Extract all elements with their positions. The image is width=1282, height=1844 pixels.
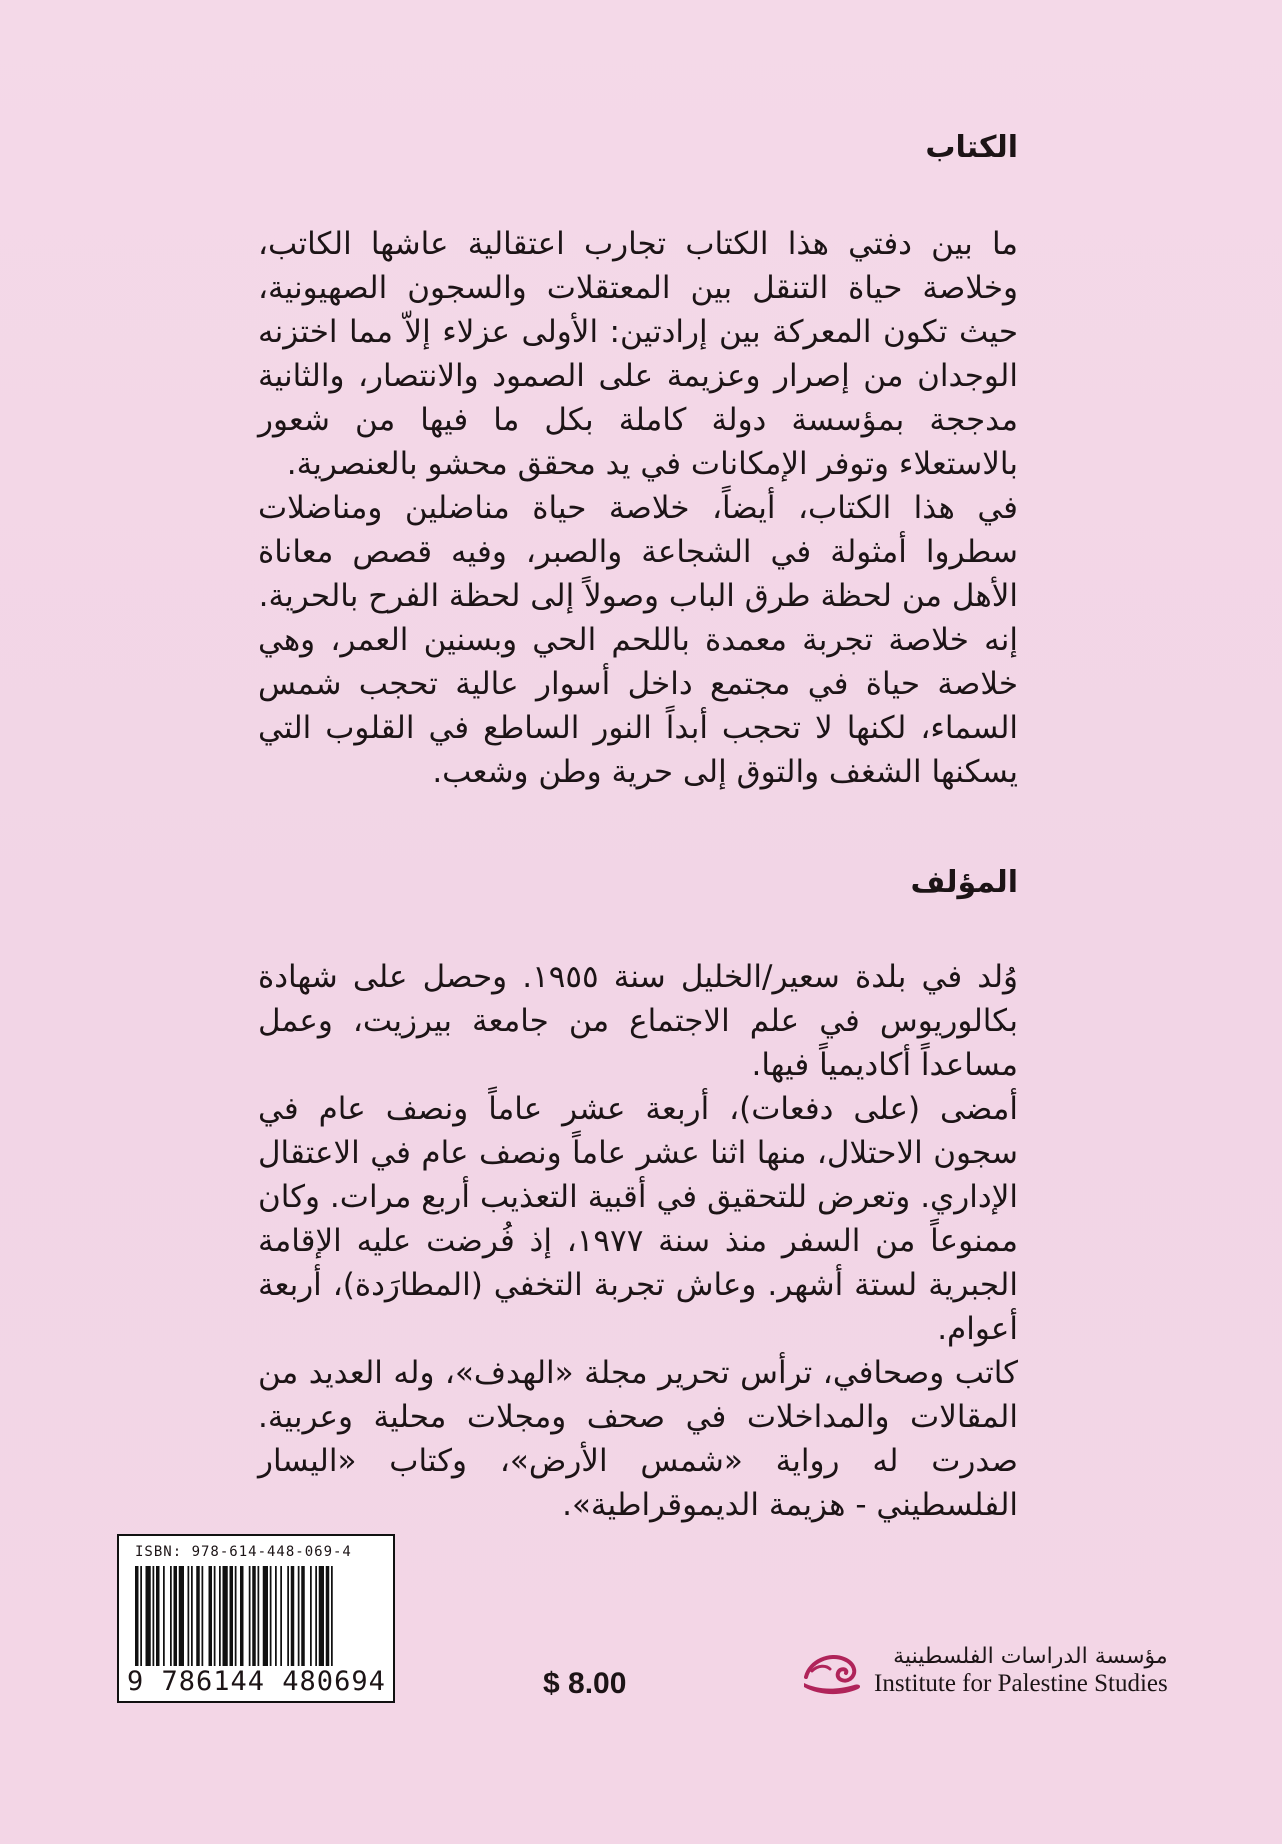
publisher-name-ar: مؤسسة الدراسات الفلسطينية [893,1644,1168,1669]
author-heading: المؤلف [910,865,1018,900]
author-paragraph-2: أمضى (على دفعات)، أربعة عشر عاماً ونصف عام في سجون الاحتلال، منها اثنا عشر عاماً ونصف عام في الاعتقال الإداري. وتعرض للتحقيق في أقبية التعذيب أربع مرات. وكان ممنوعاً من السفر منذ سنة ١٩٧٧، إذ فُرضت عليه الإقامة الجبرية لستة أشهر. وعاش تجربة التخفي (المطارَدة)، أربعة أعوام. [258,1091,1018,1347]
book-paragraph-3: إنه خلاصة تجربة معمدة باللحم الحي وبسنين العمر، وهي خلاصة حياة في مجتمع داخل أسوار عالية تحجب شمس السماء، لكنها لا تحجب أبداً النور الساطع في القلوب التي يسكنها الشغف والتوق إلى حرية وطن وشعب. [258,622,1018,790]
publisher-imprint [800,1643,1168,1699]
barcode-bars [135,1566,387,1666]
author-paragraph-3: كاتب وصحافي، ترأس تحرير مجلة «الهدف»، وله العديد من المقالات والمداخلات في صحف ومجلات محلية وعربية. صدرت له رواية «شمس الأرض»، وكتاب «اليسار الفلسطيني - هزيمة الديموقراطية». [258,1355,1018,1523]
book-description [258,222,1018,794]
ips-bird-logo-icon [800,1643,866,1699]
publisher-name-en: Institute for Palestine Studies [874,1670,1168,1697]
price-label: $ 8.00 [543,1667,627,1700]
isbn-barcode [117,1534,395,1703]
author-bio [258,955,1018,1527]
book-paragraph-2: في هذا الكتاب، أيضاً، خلاصة حياة مناضلين ومناضلات سطروا أمثولة في الشجاعة والصبر، وفيه قصص معاناة الأهل من لحظة طرق الباب وصولاً إلى لحظة الفرح بالحرية. [258,490,1018,614]
book-heading: الكتاب [925,130,1018,165]
book-paragraph-1: ما بين دفتي هذا الكتاب تجارب اعتقالية عاشها الكاتب، وخلاصة حياة التنقل بين المعتقلات والسجون الصهيونية، حيث تكون المعركة بين إرادتين: الأولى عزلاء إلاّ مما اختزنه الوجدان من إصرار وعزيمة على الصمود والانتصار، والثانية مدججة بمؤسسة دولة كاملة بكل ما فيها من شعور بالاستعلاء وتوفر الإمكانات في يد محقق محشو بالعنصرية. [258,226,1018,482]
publisher-names [874,1644,1168,1698]
barcode-digits: 9 786144 480694 [127,1666,386,1697]
author-paragraph-1: وُلد في بلدة سعير/الخليل سنة ١٩٥٥. وحصل على شهادة بكالوريوس في علم الاجتماع من جامعة بيرزيت، وعمل مساعداً أكاديمياً فيها. [258,959,1018,1083]
isbn-label: ISBN: 978-614-448-069-4 [135,1544,352,1560]
